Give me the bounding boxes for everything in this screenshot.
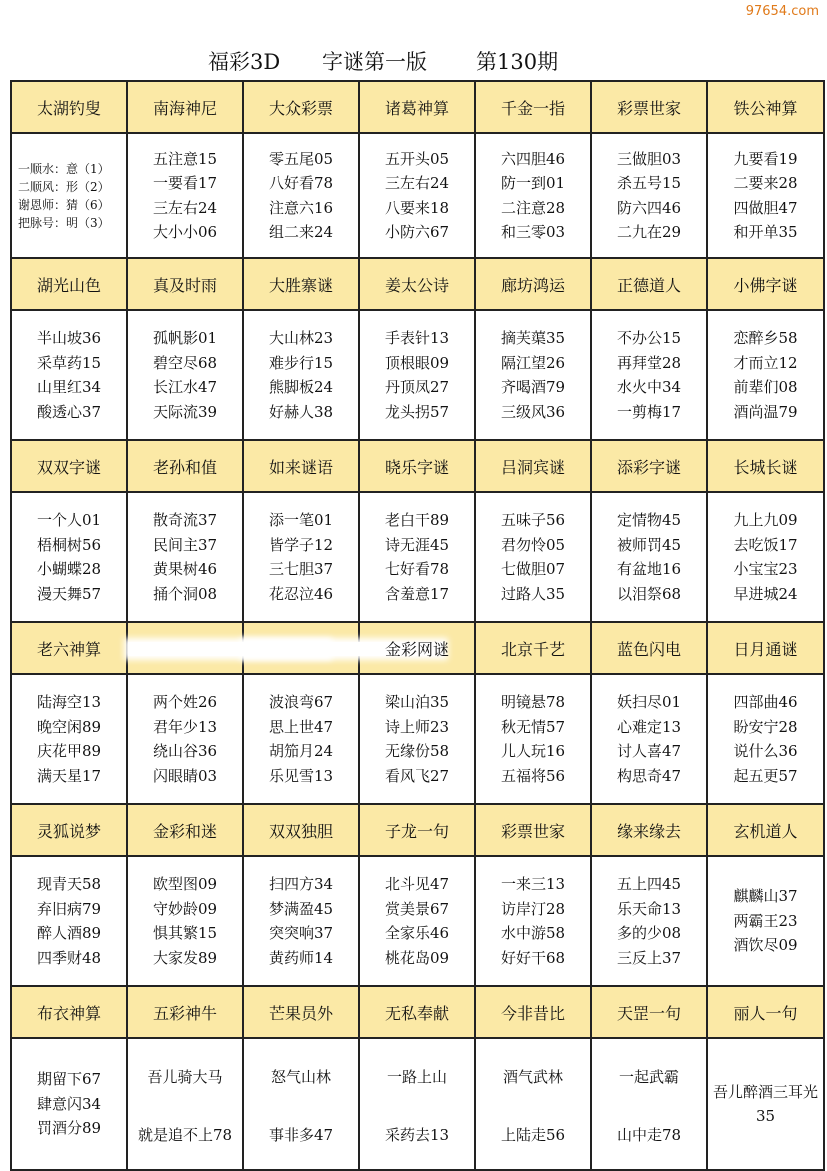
column-header: 小佛字谜 xyxy=(707,258,824,310)
riddle-line: 就是追不上78 xyxy=(137,1125,233,1144)
riddle-cell xyxy=(11,856,127,986)
column-header: 南海神尼 xyxy=(127,81,243,133)
riddle-cell xyxy=(591,492,707,622)
riddle-line: 注意六16 xyxy=(268,198,334,217)
riddle-line: 把脉号：明（3） xyxy=(18,215,110,230)
riddle-line: 欧型图09 xyxy=(152,875,218,893)
riddle-line: 梁山泊35 xyxy=(384,693,450,711)
riddle-line: 好好干68 xyxy=(500,948,566,967)
column-header: 日月通谜 xyxy=(707,622,824,674)
riddle-line: 五开头05 xyxy=(384,149,450,168)
riddle-line: 二顺风：形（2） xyxy=(18,179,110,194)
riddle-cell xyxy=(475,1038,591,1170)
riddle-line: 波浪弯67 xyxy=(268,693,334,711)
riddle-table xyxy=(10,80,825,1171)
riddle-line: 盼安宁28 xyxy=(733,717,798,736)
riddle-line: 期留下67 xyxy=(36,1070,102,1089)
riddle-line: 防一到01 xyxy=(500,174,566,192)
riddle-line: 六四胆46 xyxy=(500,149,566,168)
riddle-cell xyxy=(243,133,359,258)
riddle-line: 诗上师23 xyxy=(384,717,450,736)
column-header: 缘来缘去 xyxy=(591,804,707,856)
riddle-line: 八好看78 xyxy=(268,174,334,192)
riddle-line: 一要看17 xyxy=(152,174,218,192)
riddle-cell xyxy=(591,133,707,258)
riddle-line: 采药去13 xyxy=(384,1125,450,1144)
riddle-line: 定情物45 xyxy=(616,511,682,529)
riddle-line: 孤帆影01 xyxy=(152,329,218,347)
riddle-line: 五上四45 xyxy=(616,875,682,893)
riddle-line: 闪眼睛03 xyxy=(152,766,218,785)
riddle-line: 上陆走56 xyxy=(500,1125,566,1144)
riddle-cell xyxy=(591,1038,707,1170)
riddle-cell xyxy=(475,674,591,804)
riddle-line: 熊脚板24 xyxy=(268,378,334,396)
riddle-line: 五福将56 xyxy=(500,766,566,785)
riddle-line: 过路人35 xyxy=(500,584,566,603)
riddle-line: 黄药师14 xyxy=(268,948,334,967)
column-header: 玄机道人 xyxy=(707,804,824,856)
riddle-line: 民间主37 xyxy=(152,535,218,554)
riddle-line: 防六四46 xyxy=(616,198,682,217)
riddle-line: 皆学子12 xyxy=(268,535,334,554)
header-row xyxy=(11,81,824,133)
riddle-cell xyxy=(591,856,707,986)
column-header: 天罡一句 xyxy=(591,986,707,1038)
riddle-line: 去吃饭17 xyxy=(733,535,798,554)
riddle-line: 儿人玩16 xyxy=(500,742,566,760)
riddle-line: 君年少13 xyxy=(152,717,218,736)
riddle-line: 才而立12 xyxy=(733,353,798,372)
column-header: 金彩网谜 xyxy=(359,622,475,674)
column-header: 今非昔比 xyxy=(475,986,591,1038)
header-row xyxy=(11,440,824,492)
riddle-line: 吾儿醉酒三耳光35 xyxy=(712,1082,818,1125)
riddle-cell xyxy=(359,674,475,804)
riddle-cell xyxy=(11,492,127,622)
riddle-line: 酒尚温79 xyxy=(733,402,798,421)
riddle-cell xyxy=(243,856,359,986)
riddle-cell xyxy=(475,856,591,986)
riddle-line: 好赫人38 xyxy=(268,402,334,421)
riddle-line: 二注意28 xyxy=(500,198,566,217)
riddle-cell xyxy=(475,133,591,258)
column-header: 湖光山色 xyxy=(11,258,127,310)
riddle-line: 九上九09 xyxy=(733,511,798,529)
riddle-line: 诗无涯45 xyxy=(384,535,450,554)
riddle-line: 两霸王23 xyxy=(733,911,798,930)
riddle-line: 梦满盈45 xyxy=(268,899,334,918)
riddle-line: 说什么36 xyxy=(733,742,798,760)
riddle-line: 恋醉乡58 xyxy=(733,329,798,347)
riddle-line: 水火中34 xyxy=(616,378,682,396)
riddle-line: 散奇流37 xyxy=(152,511,218,529)
riddle-line: 怒气山林 xyxy=(270,1068,331,1086)
header-row xyxy=(11,258,824,310)
riddle-cell xyxy=(475,492,591,622)
riddle-cell xyxy=(359,492,475,622)
riddle-cell xyxy=(707,492,824,622)
title-lottery: 福彩3D xyxy=(208,50,281,74)
column-header: 双双独胆 xyxy=(243,804,359,856)
riddle-line: 杀五号15 xyxy=(616,174,682,192)
riddle-line: 采草药15 xyxy=(36,353,102,372)
riddle-line: 赏美景67 xyxy=(384,899,450,918)
riddle-cell xyxy=(127,133,243,258)
riddle-line: 和开单35 xyxy=(733,223,798,241)
riddle-line: 九要看19 xyxy=(733,149,798,168)
riddle-line: 胡笳月24 xyxy=(268,742,334,760)
riddle-cell xyxy=(359,310,475,440)
riddle-line: 明镜悬78 xyxy=(500,693,566,711)
riddle-cell xyxy=(11,310,127,440)
riddle-line: 吾儿骑大马 xyxy=(147,1068,223,1086)
riddle-line: 构思奇47 xyxy=(616,766,682,785)
riddle-line: 扫四方34 xyxy=(268,875,334,893)
riddle-line: 二九在29 xyxy=(616,223,682,241)
riddle-line: 一顺水：意（1） xyxy=(18,161,110,176)
riddle-line: 三左右24 xyxy=(152,198,218,217)
riddle-line: 龙头拐57 xyxy=(384,402,450,421)
riddle-cell xyxy=(127,310,243,440)
riddle-line: 多的少08 xyxy=(616,924,682,942)
column-header: 老六神算 xyxy=(11,622,127,674)
column-header: 布衣神算 xyxy=(11,986,127,1038)
column-header: 长城长谜 xyxy=(707,440,824,492)
column-header xyxy=(127,622,243,674)
body-row xyxy=(11,133,824,258)
column-header: 五彩神牛 xyxy=(127,986,243,1038)
riddle-line: 酒气武林 xyxy=(502,1068,563,1086)
riddle-line: 小宝宝23 xyxy=(733,560,798,578)
riddle-line: 难步行15 xyxy=(268,353,334,372)
riddle-line: 八要来18 xyxy=(384,198,450,217)
riddle-line: 惧其繁15 xyxy=(152,924,218,942)
column-header: 廊坊鸿运 xyxy=(475,258,591,310)
riddle-cell xyxy=(243,492,359,622)
riddle-line: 讨人喜47 xyxy=(616,742,682,760)
riddle-line: 守妙龄09 xyxy=(152,899,218,918)
column-header: 无私奉献 xyxy=(359,986,475,1038)
body-row xyxy=(11,1038,824,1170)
riddle-line: 一个人01 xyxy=(36,511,102,529)
riddle-line: 大家发89 xyxy=(152,948,218,967)
riddle-line: 麒麟山37 xyxy=(733,887,798,906)
column-header: 芒果员外 xyxy=(243,986,359,1038)
riddle-line: 绕山谷36 xyxy=(152,742,218,760)
column-header: 晓乐字谜 xyxy=(359,440,475,492)
column-header: 彩票世家 xyxy=(475,804,591,856)
riddle-line: 谢恩师：猜（6） xyxy=(18,197,110,212)
riddle-line: 心难定13 xyxy=(616,717,682,736)
column-header: 彩票世家 xyxy=(591,81,707,133)
riddle-line: 北斗见47 xyxy=(384,875,450,893)
riddle-cell xyxy=(591,674,707,804)
riddle-line: 碧空尽68 xyxy=(152,353,218,372)
riddle-line: 小防六67 xyxy=(384,223,450,241)
riddle-line: 早进城24 xyxy=(733,584,798,603)
body-row xyxy=(11,310,824,440)
riddle-cell xyxy=(127,1038,243,1170)
riddle-line: 零五尾05 xyxy=(268,149,334,168)
riddle-line: 罚酒分89 xyxy=(36,1119,102,1138)
riddle-line: 一起武霸 xyxy=(618,1068,679,1086)
riddle-line: 二要来28 xyxy=(733,174,798,192)
riddle-line: 花忍泣46 xyxy=(268,584,334,603)
riddle-line: 不办公15 xyxy=(616,329,682,347)
riddle-cell xyxy=(707,310,824,440)
column-header: 姜太公诗 xyxy=(359,258,475,310)
column-header: 吕洞宾谜 xyxy=(475,440,591,492)
riddle-line: 半山坡36 xyxy=(36,329,102,347)
column-header: 太湖钓叟 xyxy=(11,81,127,133)
riddle-line: 有盆地16 xyxy=(616,560,682,578)
riddle-line: 事非多47 xyxy=(268,1125,334,1144)
riddle-line: 五注意15 xyxy=(152,149,218,168)
riddle-line: 四季财48 xyxy=(36,948,102,967)
column-header: 正德道人 xyxy=(591,258,707,310)
riddle-line: 妖扫尽01 xyxy=(616,693,682,711)
riddle-line: 桃花岛09 xyxy=(384,948,450,967)
riddle-cell xyxy=(243,674,359,804)
column-header: 灵狐说梦 xyxy=(11,804,127,856)
riddle-line: 一路上山 xyxy=(386,1068,447,1086)
riddle-line: 山里红34 xyxy=(36,378,102,396)
riddle-line: 满天星17 xyxy=(36,766,102,785)
riddle-cell xyxy=(707,856,824,986)
riddle-line: 弃旧病79 xyxy=(36,899,102,918)
column-header: 大众彩票 xyxy=(243,81,359,133)
riddle-line: 秋无情57 xyxy=(500,717,566,736)
watermark-text: 97654.com xyxy=(745,4,819,19)
riddle-line: 思上世47 xyxy=(268,717,334,736)
riddle-cell xyxy=(11,1038,127,1170)
body-row xyxy=(11,492,824,622)
riddle-line: 酒饮尽09 xyxy=(733,936,798,955)
riddle-line: 天际流39 xyxy=(152,402,218,421)
body-row xyxy=(11,856,824,986)
column-header: 大胜寨谜 xyxy=(243,258,359,310)
riddle-line: 前辈们08 xyxy=(733,378,798,396)
column-header: 诸葛神算 xyxy=(359,81,475,133)
page-title xyxy=(0,44,827,76)
riddle-line: 七做胆07 xyxy=(500,560,566,578)
riddle-line: 君勿怜05 xyxy=(500,535,566,554)
riddle-cell xyxy=(127,674,243,804)
riddle-line: 起五更57 xyxy=(733,766,798,785)
riddle-line: 突突响37 xyxy=(268,924,334,942)
riddle-line: 四部曲46 xyxy=(733,693,798,711)
riddle-line: 三七胆37 xyxy=(268,560,334,578)
riddle-line: 三左右24 xyxy=(384,174,450,192)
riddle-line: 山中走78 xyxy=(616,1125,682,1144)
riddle-line: 再拜堂28 xyxy=(616,353,682,372)
column-header: 蓝色闪电 xyxy=(591,622,707,674)
riddle-line: 全家乐46 xyxy=(384,924,450,942)
riddle-line: 被师罚45 xyxy=(616,535,682,554)
riddle-line: 陆海空13 xyxy=(36,693,102,711)
riddle-line: 大山林23 xyxy=(268,329,334,347)
riddle-line: 老白干89 xyxy=(384,511,450,529)
riddle-line: 三做胆03 xyxy=(616,149,682,168)
riddle-cell xyxy=(127,492,243,622)
riddle-line: 大小小06 xyxy=(152,223,218,241)
riddle-line: 乐见雪13 xyxy=(268,766,334,785)
riddle-line: 看风飞27 xyxy=(384,766,450,785)
riddle-line: 摘芙蕖35 xyxy=(500,329,566,347)
riddle-line: 长江水47 xyxy=(152,378,218,396)
riddle-line: 肆意闪34 xyxy=(36,1094,102,1113)
riddle-cell xyxy=(475,310,591,440)
riddle-cell xyxy=(243,310,359,440)
column-header: 如来谜语 xyxy=(243,440,359,492)
column-header: 千金一指 xyxy=(475,81,591,133)
riddle-line: 三反上37 xyxy=(616,948,682,967)
body-row xyxy=(11,674,824,804)
riddle-cell xyxy=(591,310,707,440)
riddle-line: 一来三13 xyxy=(500,875,566,893)
riddle-line: 齐喝酒79 xyxy=(500,378,566,396)
riddle-cell xyxy=(11,133,127,258)
riddle-line: 顶根眼09 xyxy=(384,353,450,372)
riddle-line: 梧桐树56 xyxy=(36,535,102,554)
riddle-line: 小蝴蝶28 xyxy=(36,560,102,578)
riddle-line: 以泪祭68 xyxy=(616,584,682,603)
riddle-cell xyxy=(707,674,824,804)
riddle-line: 庆花甲89 xyxy=(36,742,102,760)
riddle-cell xyxy=(11,674,127,804)
riddle-cell xyxy=(359,1038,475,1170)
riddle-line: 七好看78 xyxy=(384,560,450,578)
header-row xyxy=(11,622,824,674)
column-header: 金彩和迷 xyxy=(127,804,243,856)
riddle-line: 含羞意17 xyxy=(384,584,450,603)
riddle-line: 和三零03 xyxy=(500,223,566,241)
riddle-line: 醉人酒89 xyxy=(36,924,102,942)
riddle-line: 两个姓26 xyxy=(152,693,218,711)
riddle-line: 无缘份58 xyxy=(384,742,450,760)
title-edition: 字谜第一版 xyxy=(322,50,427,74)
header-row xyxy=(11,804,824,856)
riddle-line: 漫天舞57 xyxy=(36,584,102,603)
riddle-line: 现青天58 xyxy=(36,875,102,893)
column-header xyxy=(243,622,359,674)
riddle-line: 手表针13 xyxy=(384,329,450,347)
riddle-line: 捅个洞08 xyxy=(152,584,218,603)
riddle-line: 组二来24 xyxy=(268,223,334,241)
title-issue: 第130期 xyxy=(476,50,559,74)
column-header: 铁公神算 xyxy=(707,81,824,133)
riddle-line: 晚空闲89 xyxy=(36,717,102,736)
riddle-line: 隔江望26 xyxy=(500,353,566,372)
riddle-cell xyxy=(707,1038,824,1170)
riddle-line: 水中游58 xyxy=(500,924,566,942)
riddle-cell xyxy=(359,133,475,258)
riddle-cell xyxy=(127,856,243,986)
riddle-cell xyxy=(243,1038,359,1170)
riddle-line: 添一笔01 xyxy=(268,511,334,529)
column-header: 北京千艺 xyxy=(475,622,591,674)
column-header: 添彩字谜 xyxy=(591,440,707,492)
riddle-line: 一剪梅17 xyxy=(616,402,682,421)
riddle-line: 五味子56 xyxy=(500,511,566,529)
riddle-line: 乐天命13 xyxy=(616,899,682,918)
riddle-line: 丹顶凤27 xyxy=(384,378,450,396)
riddle-line: 访岸汀28 xyxy=(500,899,566,918)
riddle-line: 三级风36 xyxy=(500,402,566,421)
column-header: 双双字谜 xyxy=(11,440,127,492)
header-row xyxy=(11,986,824,1038)
riddle-line: 酸透心37 xyxy=(36,402,102,421)
riddle-line: 四做胆47 xyxy=(733,198,798,217)
column-header: 丽人一句 xyxy=(707,986,824,1038)
column-header: 子龙一句 xyxy=(359,804,475,856)
riddle-cell xyxy=(707,133,824,258)
riddle-line: 黄果树46 xyxy=(152,560,218,578)
riddle-cell xyxy=(359,856,475,986)
column-header: 真及时雨 xyxy=(127,258,243,310)
column-header: 老孙和值 xyxy=(127,440,243,492)
